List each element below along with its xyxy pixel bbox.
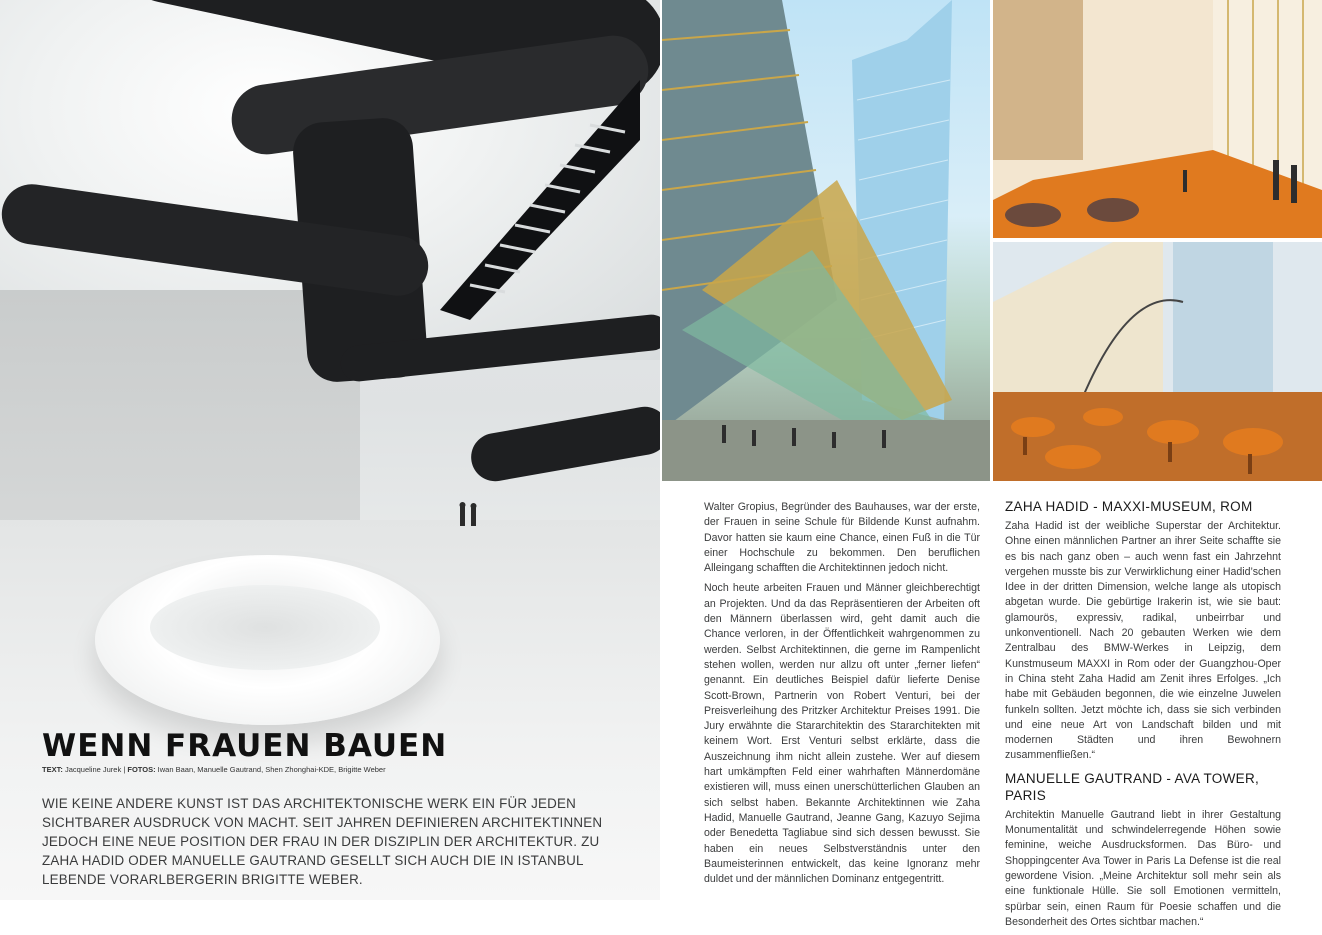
maxxi-interior-photo: [0, 0, 660, 900]
article-column-1: [704, 500, 980, 892]
credits-author: Jacqueline Jurek: [64, 765, 122, 774]
section-heading-zaha-hadid: ZAHA HADID - MAXXI-MUSEUM, ROM: [1005, 499, 1253, 514]
section-text-zaha-hadid: Zaha Hadid ist der weibliche Superstar der Architektur. Ohne einen männlichen Partner an ihrer Seite schaffte sie es bis nach ganz oben – auch wenn fast ein Jahrzehnt vergehen musste bis zur Verwirklichung einer Hadid’schen Idee in der dritten Dimension, welche lange als utopisch abgetan wurde. Die gebürtige Irakerin ist, wie sie baut: glamourös, expressiv, radikal, unbeirrbar und unkonventionell. Nach 20 gebauten Werken wie dem Zentralbau des BMW-Werkes in Leipzig, dem Kunstmuseum MAXXI in Rom oder der Guangzhou-Oper in China steht Zaha Hadid am Zenit ihres Erfolges. „Ich habe mit Gebäuden begonnen, die wie einzelne Juwelen funkeln sollten. Jetzt möchte ich, dass sie sich verbinden und eine neue Art von Landschaft bilden und mit modernen Städten und ihren Bewohnern zusammenfließen.“: [1005, 520, 1281, 762]
ava-tower-terrace-rendering: [993, 242, 1322, 481]
article-column-2: [1005, 498, 1281, 935]
credits-text-label: TEXT:: [42, 765, 63, 774]
ava-tower-rendering: [662, 0, 990, 481]
section-text-manuelle-gautrand: Architektin Manuelle Gautrand liebt in ihrer Gestaltung Monumentalität und schwindelerregende Höhen sowie feminine, weiche Ausdrucksformen. Das Büro- und Shoppingcenter Ava Tower in Paris La Defense ist die real gewordene Vision. „Meine Architektur soll mehr sein als eine funktionale Hülle. Sie soll Emotionen vermitteln, spürbar sein, einen Raum für Poesie schaffen und die Besonderheit des Ortes sichtbar machen.“: [1005, 808, 1281, 928]
credits-photographers: Iwan Baan, Manuelle Gautrand, Shen Zhonghai-KDE, Brigitte Weber: [157, 765, 386, 774]
paragraph: Walter Gropius, Begründer des Bauhauses, war der erste, der Frauen in seine Schule für Bildende Kunst aufnahm. Davor hatten sie kaum eine Chance, einen Fuß in die Tür einer Hochschule zu bekommen. Den beruflichen Alleingang schafften die Architektinnen jedoch nicht.: [704, 501, 980, 575]
section-heading-manuelle-gautrand: MANUELLE GAUTRAND - AVA TOWER, PARIS: [1005, 770, 1260, 803]
bench-opening: [150, 585, 380, 670]
black-band: [467, 403, 660, 485]
people-silhouette: [455, 502, 485, 530]
article-credits: [42, 765, 386, 774]
paragraph: Noch heute arbeiten Frauen und Männer gleichberechtigt an Projekten. Und da das Repräsentieren der Arbeiten oft den Männern überlassen wird, geht damit auch die Chance verloren, in der Öffentlichkeit wahrgenommen zu werden. Selbst Architektinnen, die gerne im Rampenlicht stehen wollen, werden nur allzu oft unter „ferner liefen“ genannt. Ein deutliches Beispiel dafür lieferte Denise Scott-Brown, Partnerin von Robert Venturi, bei der Preisverleihung des Pritzker Architektur Preises 1991. Die Jury erwähnte die Stararchitektin des Stararchitekten mit keinem Wort. Erst Venturi selbst erklärte, dass die Auszeichnung ihm nicht allein zustehe. Wer auf diesem hart umkämpften Feld einer wahrhaften Männerdomäne existieren will, muss einen unerschütterlichen Glauben an sich selbst haben. Bekannte Architektinnen wie Zaha Hadid, Manuelle Gautrand, Jeanne Gang, Kazuyo Sejima oder Benedetta Tagliabue sind sich dessen bewusst. Sie haben ein neues Selbstverständnis unter den Baumeisterinnen entwickelt, das keine Ignoranz mehr duldet und der männlichen Dominanz entgegentritt.: [704, 582, 980, 886]
credits-photos-label: FOTOS:: [127, 765, 156, 774]
article-intro: WIE KEINE ANDERE KUNST IST DAS ARCHITEKTONISCHE WERK EIN FÜR JEDEN SICHTBARER AUSDRUCK VON MACHT. SEIT JAHREN DEFINIEREN ARCHITEKTINNEN JEDOCH EINE NEUE POSITION DER FRAU IN DER DISZIPLIN DER ARCHITEKTUR. ZU ZAHA HADID ODER MANUELLE GAUTRAND GESELLT SICH AUCH DIE IN ISTANBUL LEBENDE VORARLBERGERIN BRIGITTE WEBER.: [42, 796, 603, 887]
staircase: [400, 60, 640, 320]
article-headline: WENN FRAUEN BAUEN: [42, 728, 448, 764]
credits-separator: |: [123, 765, 126, 774]
ava-tower-lobby-rendering: [993, 0, 1322, 238]
